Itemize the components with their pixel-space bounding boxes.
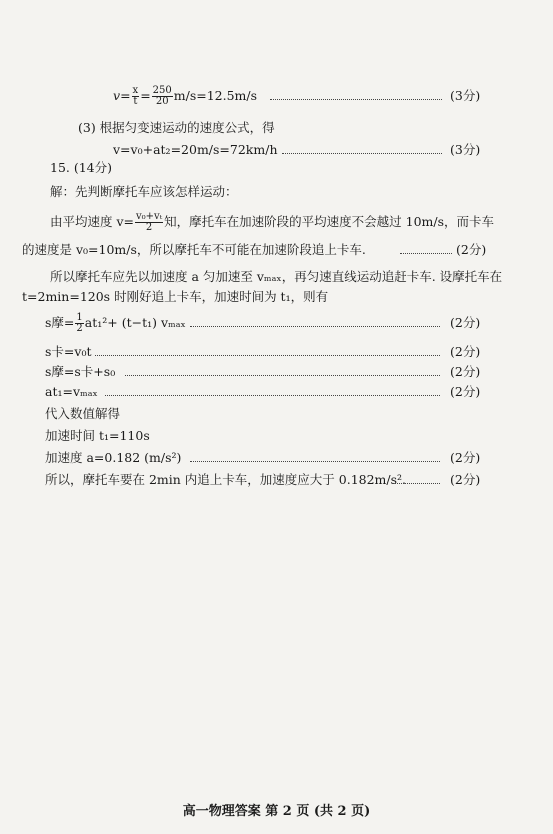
text-prefix: 由平均速度 v= xyxy=(50,214,135,229)
score-label: (2分) xyxy=(450,344,481,359)
equation-text: s卡=v₀t xyxy=(45,344,92,359)
fraction-one-half xyxy=(75,313,83,334)
leader-dots xyxy=(400,233,452,254)
equals-sign: = xyxy=(120,88,131,103)
frac-numerator: v₀+vₜ xyxy=(136,211,163,222)
leader-dots xyxy=(282,133,442,154)
equation-text: v=v₀+at₂=20m/s=72km/h xyxy=(113,142,278,157)
frac-denominator: 2 xyxy=(145,222,153,233)
equation-text: 加速度 a=0.182 (m/s²) xyxy=(45,450,182,465)
leader-dots xyxy=(270,79,442,100)
frac-numerator: 250 xyxy=(152,85,172,96)
frac-numerator: x xyxy=(132,85,139,96)
score-label: (3分) xyxy=(450,88,481,103)
fraction-x-over-t xyxy=(132,86,140,107)
paragraph-text: 所以，摩托车要在 2min 内追上卡车，加速度应大于 0.182m/s². xyxy=(45,472,407,487)
var-v: v xyxy=(113,88,121,103)
fraction-v0-plus-vt-over-2 xyxy=(135,212,163,233)
score-label: (2分) xyxy=(450,364,481,379)
part-3-text: (3) 根据匀变速运动的速度公式，得 xyxy=(78,120,275,135)
equation-text: s摩=s卡+s₀ xyxy=(45,364,116,379)
paragraph-text: 代入数值解得 xyxy=(45,406,121,421)
text-suffix: 知，摩托车在加速阶段的平均速度不会越过 10m/s，而卡车 xyxy=(164,214,495,229)
fraction-250-over-20 xyxy=(152,86,173,107)
page-footer: 高一物理答案 第 2 页 (共 2 页) xyxy=(182,804,371,819)
score-label: (2分) xyxy=(450,472,481,487)
solution-intro-text: 解：先判断摩托车应该怎样运动： xyxy=(50,184,238,199)
text-prefix: s摩= xyxy=(45,315,75,330)
paragraph-text: 所以摩托车应先以加速度 a 匀加速至 vₘₐₓ，再匀速直线运动追赶卡车. 设摩托车在 xyxy=(50,269,503,284)
paragraph-text: 加速时间 t₁=110s xyxy=(45,428,150,443)
frac-denominator: t xyxy=(133,96,138,107)
leader-dots xyxy=(95,335,440,356)
question-number: 15. (14分) xyxy=(50,160,113,175)
leader-dots xyxy=(190,306,440,327)
score-label: (2分) xyxy=(450,384,481,399)
text-suffix: at₁²+ (t−t₁) vₘₐₓ xyxy=(84,315,186,330)
score-label: (2分) xyxy=(456,242,487,257)
frac-denominator: 2 xyxy=(76,323,83,334)
frac-numerator: 1 xyxy=(76,312,83,323)
equals-sign: = xyxy=(140,88,151,103)
score-label: (2分) xyxy=(450,450,481,465)
leader-dots xyxy=(190,441,440,462)
leader-dots xyxy=(105,375,440,396)
score-label: (2分) xyxy=(450,315,481,330)
paragraph-text: 的速度是 v₀=10m/s，所以摩托车不可能在加速阶段追上卡车. xyxy=(22,242,366,257)
score-label: (3分) xyxy=(450,142,481,157)
frac-denominator: 20 xyxy=(155,96,169,107)
paragraph-text: t=2min=120s 时刚好追上卡车，加速时间为 t₁，则有 xyxy=(22,289,329,304)
equation-result: m/s=12.5m/s xyxy=(173,88,258,103)
leader-dots xyxy=(392,463,440,484)
leader-dots xyxy=(125,355,440,376)
equation-text: at₁=vₘₐₓ xyxy=(45,384,98,399)
